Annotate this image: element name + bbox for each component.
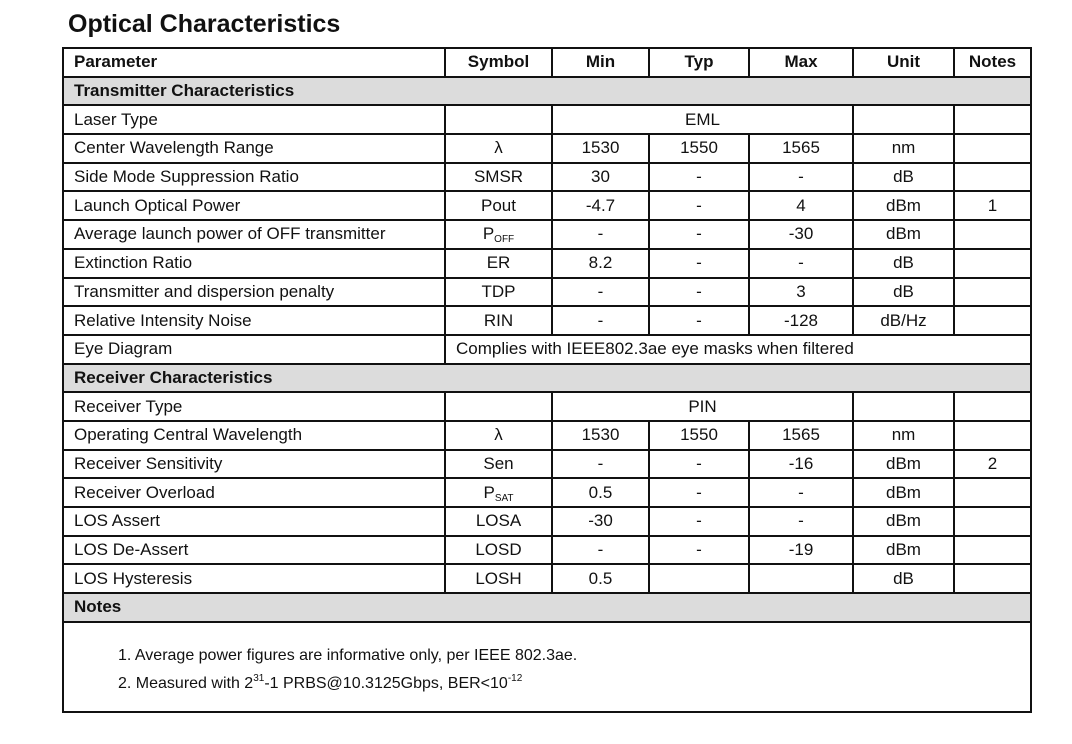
section-label: Receiver Characteristics xyxy=(63,364,1031,393)
header-row xyxy=(63,48,1031,77)
typ-cell: 1550 xyxy=(649,421,749,450)
min-cell: - xyxy=(552,278,649,307)
max-cell: 4 xyxy=(749,191,853,220)
max-cell: -16 xyxy=(749,450,853,479)
typ-cell: - xyxy=(649,220,749,249)
notes-cell xyxy=(954,536,1031,565)
symbol-cell: Sen xyxy=(445,450,552,479)
symbol-cell xyxy=(445,220,552,249)
unit-cell: dBm xyxy=(853,220,954,249)
table-row xyxy=(63,134,1031,163)
symbol-cell: LOSH xyxy=(445,564,552,593)
notes-cell xyxy=(954,564,1031,593)
param-cell: Laser Type xyxy=(63,105,445,134)
note-2-exponent: -12 xyxy=(507,672,523,684)
notes-cell xyxy=(954,478,1031,507)
typ-cell: - xyxy=(649,507,749,536)
note-1: 1. Average power figures are informative only, per IEEE 802.3ae. xyxy=(118,646,578,664)
param-cell: LOS Assert xyxy=(63,507,445,536)
min-cell: 0.5 xyxy=(552,564,649,593)
table-row xyxy=(63,191,1031,220)
table-row xyxy=(63,163,1031,192)
header-typ: Typ xyxy=(649,48,749,77)
table-row xyxy=(63,306,1031,335)
min-cell: - xyxy=(552,536,649,565)
table-row xyxy=(63,507,1031,536)
value-cell: EML xyxy=(552,105,853,134)
symbol-cell: Pout xyxy=(445,191,552,220)
header-min: Min xyxy=(552,48,649,77)
section-row-transmitter xyxy=(63,77,1031,106)
min-cell: -30 xyxy=(552,507,649,536)
notes-cell xyxy=(954,220,1031,249)
max-cell: - xyxy=(749,507,853,536)
table-row xyxy=(63,278,1031,307)
symbol-cell: λ xyxy=(445,134,552,163)
typ-cell: - xyxy=(649,249,749,278)
max-cell: 1565 xyxy=(749,134,853,163)
section-row-receiver xyxy=(63,364,1031,393)
header-symbol: Symbol xyxy=(445,48,552,77)
max-cell: -30 xyxy=(749,220,853,249)
table-row xyxy=(63,450,1031,479)
param-cell: Center Wavelength Range xyxy=(63,134,445,163)
symbol-cell xyxy=(445,105,552,134)
max-cell: - xyxy=(749,249,853,278)
param-cell: Launch Optical Power xyxy=(63,191,445,220)
param-cell: Receiver Type xyxy=(63,392,445,421)
table-row xyxy=(63,249,1031,278)
param-cell: Extinction Ratio xyxy=(63,249,445,278)
section-label: Transmitter Characteristics xyxy=(63,77,1031,106)
typ-cell: - xyxy=(649,536,749,565)
header-notes: Notes xyxy=(954,48,1031,77)
typ-cell: - xyxy=(649,191,749,220)
max-cell xyxy=(749,564,853,593)
notes-cell xyxy=(954,249,1031,278)
unit-cell xyxy=(853,105,954,134)
min-cell: 1530 xyxy=(552,421,649,450)
max-cell: - xyxy=(749,163,853,192)
min-cell: 1530 xyxy=(552,134,649,163)
table-row xyxy=(63,105,1031,134)
unit-cell: dB xyxy=(853,163,954,192)
unit-cell: nm xyxy=(853,134,954,163)
header-unit: Unit xyxy=(853,48,954,77)
notes-row xyxy=(63,622,1031,712)
table-row xyxy=(63,421,1031,450)
unit-cell: nm xyxy=(853,421,954,450)
notes-cell xyxy=(954,306,1031,335)
typ-cell: - xyxy=(649,306,749,335)
table-row xyxy=(63,564,1031,593)
table-row xyxy=(63,392,1031,421)
unit-cell xyxy=(853,392,954,421)
symbol-cell: ER xyxy=(445,249,552,278)
symbol-cell: RIN xyxy=(445,306,552,335)
unit-cell: dBm xyxy=(853,507,954,536)
table-row xyxy=(63,220,1031,249)
unit-cell: dB xyxy=(853,564,954,593)
note-2 xyxy=(118,670,1030,698)
table-row xyxy=(63,335,1031,364)
symbol-cell: LOSD xyxy=(445,536,552,565)
param-cell: Operating Central Wavelength xyxy=(63,421,445,450)
notes-cell xyxy=(954,278,1031,307)
notes-cell xyxy=(954,507,1031,536)
notes-cell: 2 xyxy=(954,450,1031,479)
unit-cell: dB xyxy=(853,278,954,307)
unit-cell: dBm xyxy=(853,450,954,479)
param-cell: Transmitter and dispersion penalty xyxy=(63,278,445,307)
symbol-base: P xyxy=(482,224,495,244)
symbol-subscript: SAT xyxy=(494,492,514,504)
max-cell: - xyxy=(749,478,853,507)
page-title: Optical Characteristics xyxy=(68,10,341,38)
param-cell: Receiver Sensitivity xyxy=(63,450,445,479)
notes-cell xyxy=(954,105,1031,134)
unit-cell: dBm xyxy=(853,191,954,220)
notes-body xyxy=(63,622,1031,712)
unit-cell: dB xyxy=(853,249,954,278)
notes-cell xyxy=(954,392,1031,421)
symbol-subscript: OFF xyxy=(494,234,515,246)
param-cell: LOS De-Assert xyxy=(63,536,445,565)
param-cell: Side Mode Suppression Ratio xyxy=(63,163,445,192)
table-row xyxy=(63,536,1031,565)
min-cell: -4.7 xyxy=(552,191,649,220)
note-2-text: -1 PRBS@10.3125Gbps, BER<10 xyxy=(264,674,508,692)
min-cell: - xyxy=(552,450,649,479)
max-cell: 3 xyxy=(749,278,853,307)
notes-cell xyxy=(954,134,1031,163)
typ-cell: 1550 xyxy=(649,134,749,163)
symbol-base: P xyxy=(483,482,495,502)
unit-cell: dB/Hz xyxy=(853,306,954,335)
param-cell: LOS Hysteresis xyxy=(63,564,445,593)
symbol-cell xyxy=(445,392,552,421)
min-cell: 0.5 xyxy=(552,478,649,507)
symbol-cell: TDP xyxy=(445,278,552,307)
min-cell: - xyxy=(552,220,649,249)
symbol-cell xyxy=(445,478,552,507)
notes-cell xyxy=(954,421,1031,450)
optical-characteristics-table xyxy=(62,47,1032,713)
unit-cell: dBm xyxy=(853,536,954,565)
value-cell: Complies with IEEE802.3ae eye masks when filtered xyxy=(445,335,1031,364)
typ-cell: - xyxy=(649,163,749,192)
symbol-cell: SMSR xyxy=(445,163,552,192)
typ-cell: - xyxy=(649,478,749,507)
unit-cell: dBm xyxy=(853,478,954,507)
notes-cell: 1 xyxy=(954,191,1031,220)
param-cell: Eye Diagram xyxy=(63,335,445,364)
max-cell: 1565 xyxy=(749,421,853,450)
typ-cell: - xyxy=(649,450,749,479)
symbol-cell: LOSA xyxy=(445,507,552,536)
typ-cell xyxy=(649,564,749,593)
min-cell: 8.2 xyxy=(552,249,649,278)
value-cell: PIN xyxy=(552,392,853,421)
table-row xyxy=(63,478,1031,507)
header-max: Max xyxy=(749,48,853,77)
param-cell: Receiver Overload xyxy=(63,478,445,507)
param-cell: Relative Intensity Noise xyxy=(63,306,445,335)
header-parameter: Parameter xyxy=(63,48,445,77)
param-cell: Average launch power of OFF transmitter xyxy=(63,220,445,249)
min-cell: 30 xyxy=(552,163,649,192)
note-2-text: 2. Measured with 2 xyxy=(118,674,254,692)
section-label: Notes xyxy=(63,593,1031,622)
min-cell: - xyxy=(552,306,649,335)
typ-cell: - xyxy=(649,278,749,307)
symbol-cell: λ xyxy=(445,421,552,450)
max-cell: -19 xyxy=(749,536,853,565)
section-row-notes xyxy=(63,593,1031,622)
note-2-exponent: 31 xyxy=(253,672,265,684)
notes-cell xyxy=(954,163,1031,192)
max-cell: -128 xyxy=(749,306,853,335)
